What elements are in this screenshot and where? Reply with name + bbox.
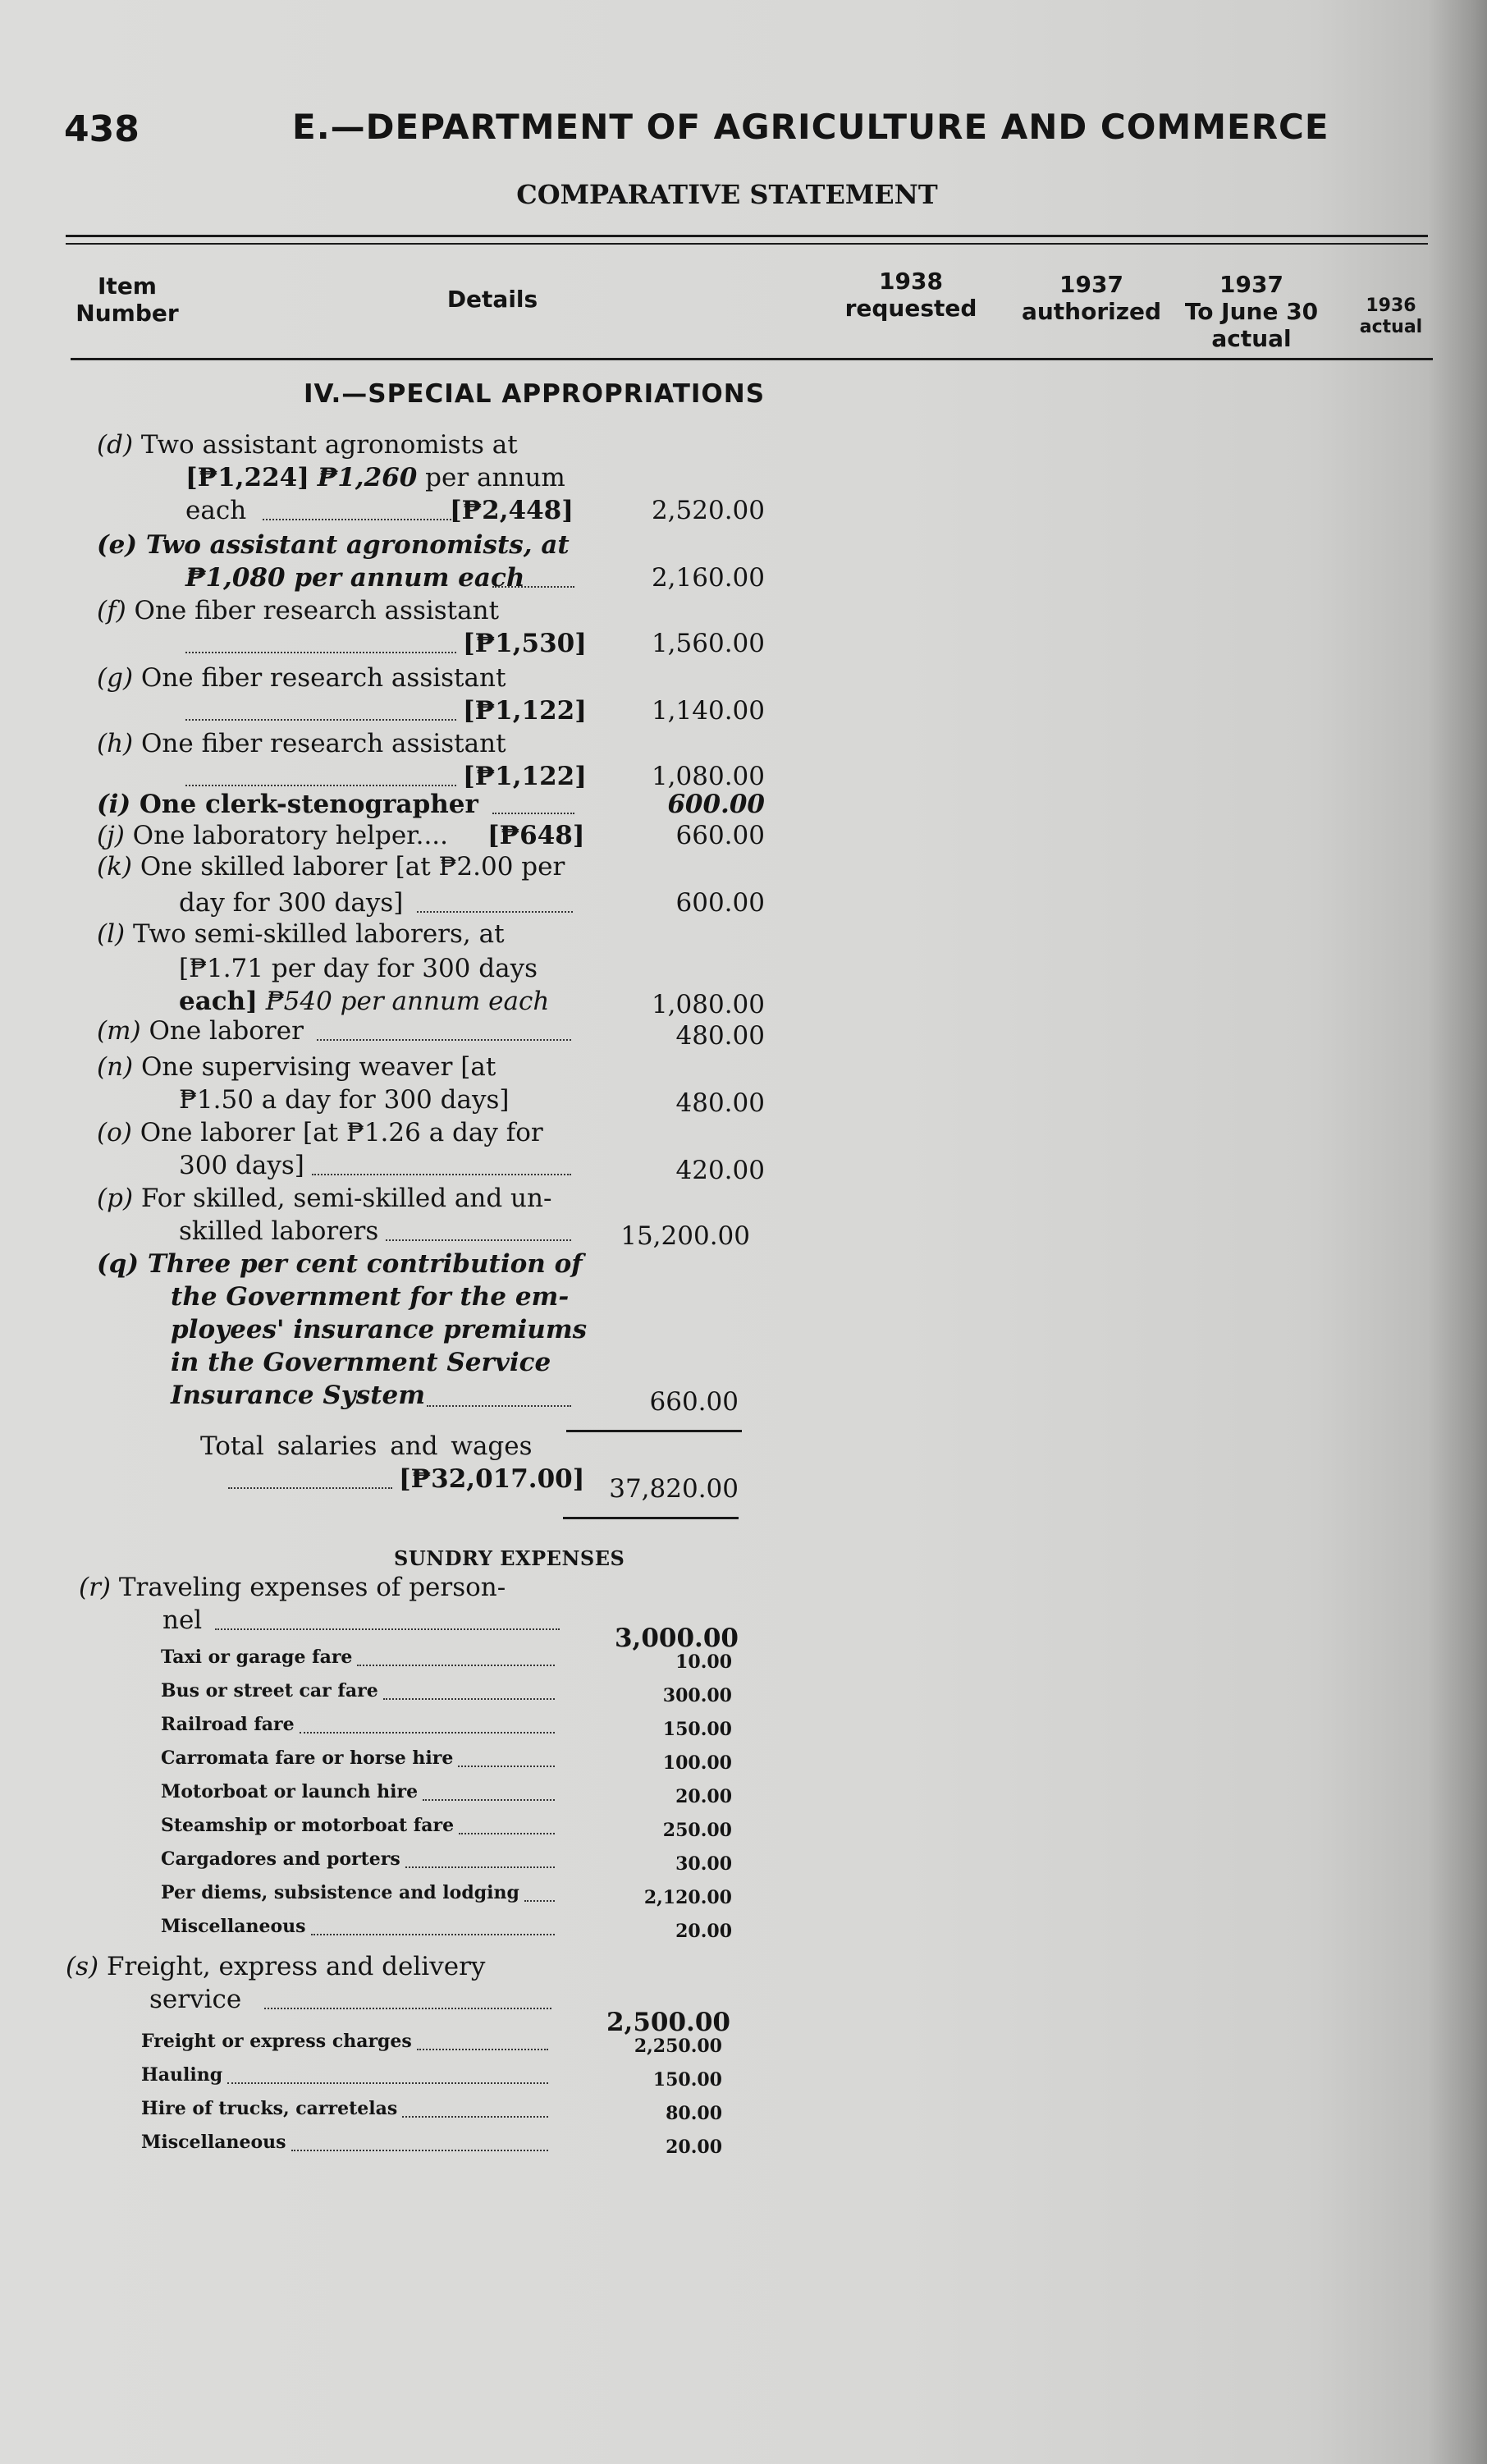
leader-dots (458, 1766, 555, 1767)
subtitle-text: COMPARATIVE STATEMENT (516, 179, 938, 210)
r-subitem-amount: 100.00 (662, 1752, 732, 1774)
total-prior-amount: [₱32,017.00] (399, 1464, 585, 1494)
leader-dots (417, 911, 573, 913)
r-subitem-label: Taxi or garage fare (161, 1646, 353, 1668)
r-subitem-label: Cargadores and porters (161, 1848, 400, 1870)
item-s-amount: 2,500.00 (606, 2008, 730, 2037)
col-details: Details (446, 286, 538, 313)
total-amount: 37,820.00 (609, 1474, 739, 1504)
r-subitem-amount: 150.00 (662, 1719, 732, 1740)
item-m-amount: 480.00 (675, 1021, 765, 1051)
leader-dots (492, 586, 574, 588)
item-j-prior-amount: [₱648] (487, 821, 585, 850)
item-f-line1: (f) One fiber research assistant (97, 596, 500, 625)
item-n-amount: 480.00 (675, 1088, 765, 1118)
item-d-amount: 2,520.00 (651, 496, 765, 525)
r-subitem-amount: 20.00 (675, 1921, 732, 1942)
item-l-amount: 1,080.00 (651, 990, 765, 1019)
item-l-line2: [₱1.71 per day for 300 days (179, 954, 538, 983)
item-o-line1: (o) One laborer [at ₱1.26 a day for (97, 1118, 543, 1147)
r-subitem-amount: 2,120.00 (643, 1887, 732, 1908)
item-h-prior-amount: [₱1,122] (463, 762, 587, 791)
col-1937-actual: 1937 To June 30 actual (1184, 271, 1319, 352)
leader-dots (185, 719, 456, 721)
total-label: Total salaries and wages (200, 1431, 533, 1461)
r-subitem-label: Steamship or motorboat fare (161, 1815, 455, 1836)
item-q-line5: Insurance System (171, 1381, 426, 1410)
page-number: 438 (64, 108, 140, 150)
leader-dots (402, 2116, 548, 2118)
item-q-line1: (q) Three per cent contribution of (97, 1249, 583, 1279)
leader-dots (492, 813, 574, 814)
leader-dots (383, 1698, 555, 1700)
leader-dots (185, 652, 456, 653)
leader-dots (263, 519, 451, 520)
leader-dots (300, 1732, 555, 1734)
item-e-amount: 2,160.00 (651, 563, 765, 593)
sum-rule (566, 1430, 742, 1432)
leader-dots (524, 1900, 555, 1902)
leader-dots (215, 1628, 560, 1630)
item-d-line3: each (185, 496, 247, 525)
leader-dots (427, 1405, 571, 1407)
s-subitem-label: Freight or express charges (141, 2031, 412, 2052)
item-q-line4: in the Government Service (171, 1348, 551, 1377)
item-r-line1: (r) Traveling expenses of person- (79, 1573, 506, 1602)
item-s-line2: service (149, 1985, 242, 2014)
page-title: E.—DEPARTMENT OF AGRICULTURE AND COMMERCE (292, 107, 1329, 147)
leader-dots (423, 1799, 555, 1801)
leader-dots (227, 2082, 548, 2084)
item-o-amount: 420.00 (675, 1156, 765, 1185)
total-rule (563, 1517, 739, 1519)
item-g-prior-amount: [₱1,122] (463, 696, 587, 726)
item-s-line1: (s) Freight, express and delivery (66, 1952, 486, 1981)
r-subitem-amount: 10.00 (675, 1651, 732, 1673)
item-j-amount: 660.00 (675, 821, 765, 850)
item-l-line1: (l) Two semi-skilled laborers, at (97, 919, 505, 949)
item-j-line1: (j) One laboratory helper.... (97, 821, 449, 850)
col-item-number: Item Number (75, 273, 179, 327)
item-f-amount: 1,560.00 (651, 629, 765, 658)
r-subitem-amount: 20.00 (675, 1786, 732, 1807)
r-subitem-amount: 250.00 (662, 1820, 732, 1841)
item-q-amount: 660.00 (649, 1387, 739, 1417)
section-title: IV.—SPECIAL APPROPRIATIONS (304, 379, 766, 409)
leader-dots (386, 1239, 571, 1241)
s-subitem-amount: 80.00 (666, 2103, 722, 2124)
item-f-prior-amount: [₱1,530] (463, 629, 587, 658)
s-subitem-label: Hire of trucks, carretelas (141, 2098, 398, 2119)
item-q-line3: ployees' insurance premiums (171, 1315, 588, 1344)
item-r-amount: 3,000.00 (614, 1624, 739, 1653)
item-r-line2: nel (162, 1605, 203, 1635)
r-subitem-label: Railroad fare (161, 1714, 295, 1735)
statement-subtitle (0, 179, 1487, 210)
s-subitem-label: Hauling (141, 2064, 223, 2086)
item-k-amount: 600.00 (675, 888, 765, 918)
leader-dots (405, 1866, 555, 1868)
item-k-line2: day for 300 days] (179, 888, 404, 918)
r-subitem-label: Carromata fare or horse hire (161, 1747, 454, 1769)
col-1936-actual: 1936 actual (1359, 295, 1423, 337)
col-1938-requested: 1938 requested (844, 268, 977, 322)
item-d-line1: (d) Two assistant agronomists at (97, 430, 518, 460)
item-p-amount: 15,200.00 (620, 1221, 750, 1251)
item-h-line1: (h) One fiber research assistant (97, 729, 506, 758)
header-rule-top-2 (66, 243, 1428, 245)
leader-dots (185, 785, 456, 786)
leader-dots (291, 2150, 548, 2151)
item-l-line3: each] ₱540 per annum each (179, 987, 550, 1016)
item-n-line2: ₱1.50 a day for 300 days] (179, 1085, 510, 1115)
item-k-line1: (k) One skilled laborer [at ₱2.00 per (97, 852, 565, 882)
item-i-line1: (i) One clerk-stenographer (97, 790, 478, 819)
item-e-line1: (e) Two assistant agronomists, at (97, 530, 570, 560)
r-subitem-label: Bus or street car fare (161, 1680, 378, 1701)
item-h-amount: 1,080.00 (651, 762, 765, 791)
r-subitem-amount: 300.00 (662, 1685, 732, 1706)
item-p-line1: (p) For skilled, semi-skilled and un- (97, 1184, 552, 1213)
header-rule-bottom (71, 358, 1433, 360)
leader-dots (311, 1934, 555, 1935)
s-subitem-amount: 150.00 (652, 2069, 722, 2091)
item-i-amount: 600.00 (667, 790, 765, 819)
r-subitem-label: Motorboat or launch hire (161, 1781, 419, 1802)
item-g-amount: 1,140.00 (651, 696, 765, 726)
leader-dots (417, 2049, 548, 2050)
leader-dots (228, 1487, 392, 1489)
leader-dots (357, 1665, 555, 1666)
leader-dots (459, 1833, 555, 1834)
leader-dots (317, 1039, 571, 1041)
item-g-line1: (g) One fiber research assistant (97, 663, 506, 693)
item-n-line1: (n) One supervising weaver [at (97, 1052, 496, 1082)
item-m-line1: (m) One laborer (97, 1016, 304, 1046)
item-q-line2: the Government for the em- (171, 1282, 570, 1312)
header-rule-top (66, 235, 1428, 237)
s-subitem-amount: 20.00 (666, 2137, 722, 2158)
r-subitem-label: Per diems, subsistence and lodging (161, 1882, 519, 1903)
item-p-line2: skilled laborers (179, 1216, 379, 1246)
item-d-prior-amount: [₱2,448] (450, 496, 574, 525)
col-1937-authorized: 1937 authorized (1021, 271, 1162, 325)
item-e-line2: ₱1,080 per annum each (185, 563, 525, 593)
sundry-title: SUNDRY EXPENSES (394, 1546, 625, 1570)
r-subitem-label: Miscellaneous (161, 1916, 306, 1937)
s-subitem-label: Miscellaneous (141, 2132, 286, 2153)
item-d-line2: [₱1,224] ₱1,260 per annum (185, 463, 565, 492)
leader-dots (264, 2008, 551, 2009)
s-subitem-amount: 2,250.00 (634, 2036, 722, 2057)
leader-dots (312, 1174, 571, 1175)
item-o-line2: 300 days] (179, 1151, 304, 1180)
r-subitem-amount: 30.00 (675, 1853, 732, 1875)
